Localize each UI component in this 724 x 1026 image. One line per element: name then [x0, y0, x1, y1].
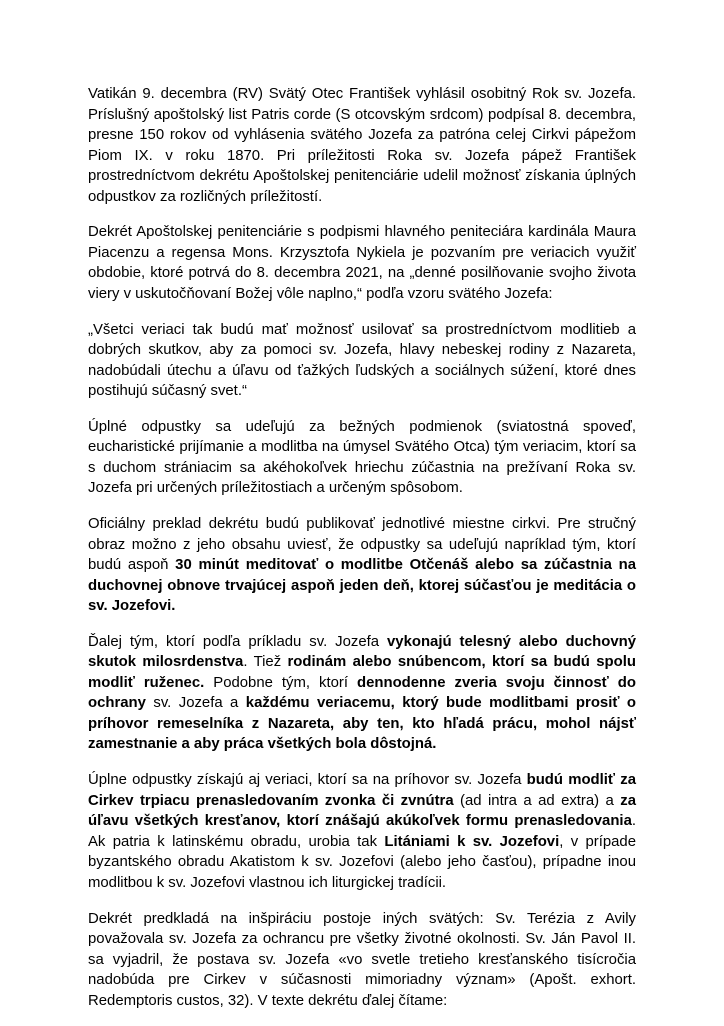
bold-run: dennodenne zveria svoju činnosť do ochrany — [88, 674, 636, 712]
paragraph-intro — [88, 84, 636, 207]
paragraph-quote — [88, 320, 636, 402]
text-run: Ďalej tým, ktorí podľa príkladu sv. Jozefa — [88, 633, 388, 650]
text-run: Oficiálny preklad dekrétu budú publikovať jednotlivé miestne cirkvi. Pre stručný obraz možno z jeho obsahu uviesť, že odpustky sa udeľujú napríklad tým, ktorí budú aspoň — [88, 516, 636, 574]
paragraph-saints — [88, 909, 636, 1012]
paragraph-decree — [88, 222, 636, 304]
paragraph-further — [88, 632, 636, 755]
text-run: Dekrét predkladá na inšpiráciu postoje iných svätých: Sv. Terézia z Avily považovala sv. Jozefa za ochrancu pre všetky životné okolnosti. Sv. Ján Pavol II. sa vyjadril, že postava sv. Jozefa «vo svetle tretieho kresťanského tisícročia nadobúda pre Cirkev v súčasnosti mimoriadny význam» (Apošt. exhort. Redemptoris custos, 32). V texte dekrétu ďalej čítame: — [88, 910, 636, 1009]
paragraph-official-translation — [88, 514, 636, 617]
text-run: Vatikán 9. decembra (RV) Svätý Otec František vyhlásil osobitný Rok sv. Jozefa. Príslušný apoštolský list Patris corde (S otcovským srdcom) podpísal 8. decembra, presne 150 rokov od vyhlásenia svätého Jozefa za patróna celej Cirkvi pápežom Piom IX. v roku 1870. Pri príležitosti Roka sv. Jozefa pápež František prostredníctvom dekrétu Apoštolskej penitenciárie udelil možnosť získania úplných odpustkov za rozličných príležitostí. — [88, 86, 636, 205]
text-run: Úplne odpustky získajú aj veriaci, ktorí sa na príhovor sv. Jozefa — [88, 772, 527, 789]
text-run: sv. Jozefa a — [145, 695, 246, 712]
text-run: (ad intra a ad extra) a — [453, 792, 621, 809]
document-body — [88, 84, 636, 1026]
bold-run: budú modliť za Cirkev trpiacu prenasledovaním zvonka či zvnútra — [88, 772, 636, 809]
bold-run: vykonajú telesný alebo duchovný skutok milosrdenstva — [88, 633, 636, 671]
text-run: , v prípade byzantského obradu Akatistom k sv. Jozefovi (alebo jeho časťou), prípadne inou modlitbou k sv. Jozefovi vlastnou ich liturgickej tradícii. — [88, 833, 636, 891]
bold-run: Litániami k sv. Jozefovi — [384, 833, 560, 850]
bold-run: 30 minút meditovať o modlitbe Otčenáš alebo sa zúčastnia na duchovnej obnove trvajúcej aspoň jeden deň, ktorej súčasťou je meditácia o sv. Jozefovi. — [88, 557, 636, 615]
bold-run: za úľavu všetkých kresťanov, ktorí znášajú akúkoľvek formu prenasledovania — [88, 792, 636, 830]
text-run: „Všetci veriaci tak budú mať možnosť usilovať sa prostredníctvom modlitieb a dobrých skutkov, aby za pomoci sv. Jozefa, hlavy nebeskej rodiny z Nazareta, nadobúdali útechu a úľavu od ťažkých ľudských a sociálnych súžení, ktoré dnes postihujú súčasný svet.“ — [88, 321, 636, 400]
paragraph-conditions — [88, 417, 636, 499]
bold-run: každému veriacemu, ktorý bude modlitbami prosiť o príhovor remeselníka z Nazareta, aby ten, kto hľadá prácu, mohol nájsť zamestnanie a aby práca všetkých bola dôstojná. — [88, 695, 636, 753]
text-run: Dekrét Apoštolskej penitenciárie s podpismi hlavného peniteciára kardinála Maura Piacenzu a regensa Mons. Krzysztofa Nykiela je pozvaním pre veriacich využiť obdobie, ktoré potrvá do 8. decembra 2021, na „denné posilňovanie svojho života viery v uskutočňovaní Božej vôle naplno,“ podľa vzoru svätého Jozefa: — [88, 224, 636, 302]
text-run: Úplné odpustky sa udeľujú za bežných podmienok (sviatostná spoveď, eucharistické prijímanie a modlitba na úmysel Svätého Otca) tým veriacim, ktorí sa s duchom strániacim sa akéhokoľvek hriechu zúčastnia na prežívaní Roka sv. Jozefa pri určených príležitostiach a určeným spôsobom. — [88, 418, 636, 497]
paragraph-persecuted-church — [88, 770, 636, 893]
text-run: . Ak patria k latinskému obradu, urobia tak — [88, 813, 636, 850]
text-run: . Tiež — [243, 654, 288, 671]
text-run: Podobne tým, ktorí — [204, 674, 358, 691]
bold-run: rodinám alebo snúbencom, ktorí sa budú spolu modliť ruženec. — [88, 654, 636, 691]
